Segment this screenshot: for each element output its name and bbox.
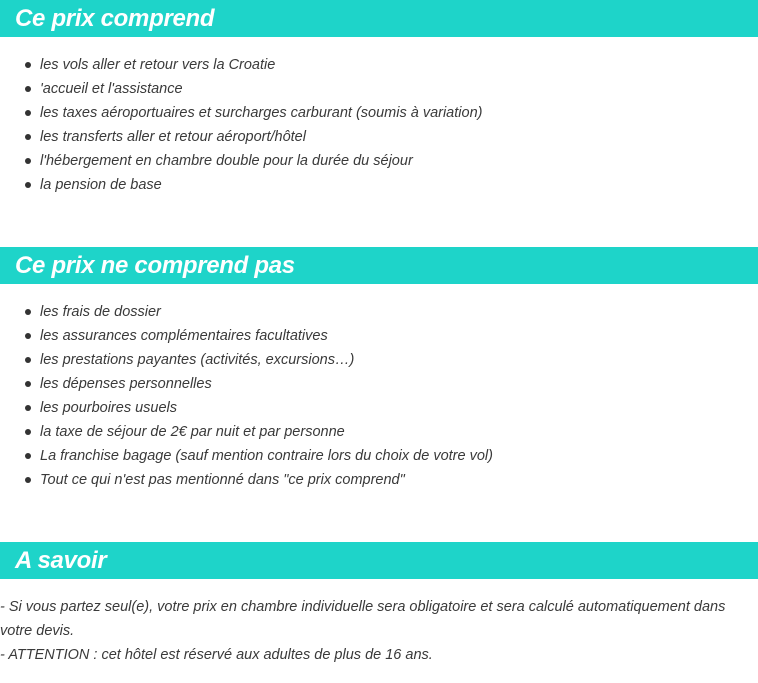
list-item xyxy=(0,324,493,348)
list-item-text: les frais de dossier xyxy=(40,304,161,320)
list-item-text: l'hébergement en chambre double pour la durée du séjour xyxy=(40,153,413,169)
list-item xyxy=(0,53,482,77)
list-item-text: La franchise bagage (sauf mention contraire lors du choix de votre vol) xyxy=(40,448,493,464)
list-item xyxy=(0,125,482,149)
list-item-text: les vols aller et retour vers la Croatie xyxy=(40,57,276,73)
included-section-title: Ce prix comprend xyxy=(15,4,215,32)
list-item-text: la pension de base xyxy=(40,177,162,193)
bullet-icon xyxy=(25,405,31,411)
list-item-text: les prestations payantes (activités, excursions…) xyxy=(40,352,355,368)
bullet-icon xyxy=(25,309,31,315)
list-item xyxy=(0,444,493,468)
bullet-icon xyxy=(25,86,31,92)
info-line: - ATTENTION : cet hôtel est réservé aux adultes de plus de 16 ans. xyxy=(0,647,433,663)
bullet-icon xyxy=(25,134,31,140)
list-item xyxy=(0,149,482,173)
bullet-icon xyxy=(25,182,31,188)
not-included-list xyxy=(0,300,493,492)
good-to-know-section-header xyxy=(0,542,758,579)
bullet-icon xyxy=(25,357,31,363)
list-item-text: les taxes aéroportuaires et surcharges carburant (soumis à variation) xyxy=(40,105,483,121)
bullet-icon xyxy=(25,62,31,68)
list-item xyxy=(0,77,482,101)
bullet-icon xyxy=(25,158,31,164)
list-item-text: les assurances complémentaires facultatives xyxy=(40,328,328,344)
included-section-header xyxy=(0,0,758,37)
bullet-icon xyxy=(25,333,31,339)
bullet-icon xyxy=(25,110,31,116)
list-item xyxy=(0,372,493,396)
list-item xyxy=(0,420,493,444)
list-item xyxy=(0,396,493,420)
list-item xyxy=(0,300,493,324)
bullet-icon xyxy=(25,381,31,387)
list-item xyxy=(0,101,482,125)
list-item-text: Tout ce qui n'est pas mentionné dans "ce prix comprend" xyxy=(40,472,405,488)
list-item-text: les transferts aller et retour aéroport/hôtel xyxy=(40,129,306,145)
good-to-know-text xyxy=(0,595,752,667)
list-item xyxy=(0,468,493,492)
not-included-section-title: Ce prix ne comprend pas xyxy=(15,251,295,279)
not-included-section-header xyxy=(0,247,758,284)
bullet-icon xyxy=(25,477,31,483)
included-list xyxy=(0,53,482,197)
list-item-text: 'accueil et l'assistance xyxy=(40,81,183,97)
list-item-text: les dépenses personnelles xyxy=(40,376,212,392)
list-item xyxy=(0,348,493,372)
bullet-icon xyxy=(25,429,31,435)
list-item xyxy=(0,173,482,197)
info-line: - Si vous partez seul(e), votre prix en chambre individuelle sera obligatoire et sera calculé automatiquement dans votre devis. xyxy=(0,599,726,639)
list-item-text: les pourboires usuels xyxy=(40,400,178,416)
list-item-text: la taxe de séjour de 2€ par nuit et par personne xyxy=(40,424,345,440)
bullet-icon xyxy=(25,453,31,459)
good-to-know-section-title: A savoir xyxy=(15,546,107,574)
